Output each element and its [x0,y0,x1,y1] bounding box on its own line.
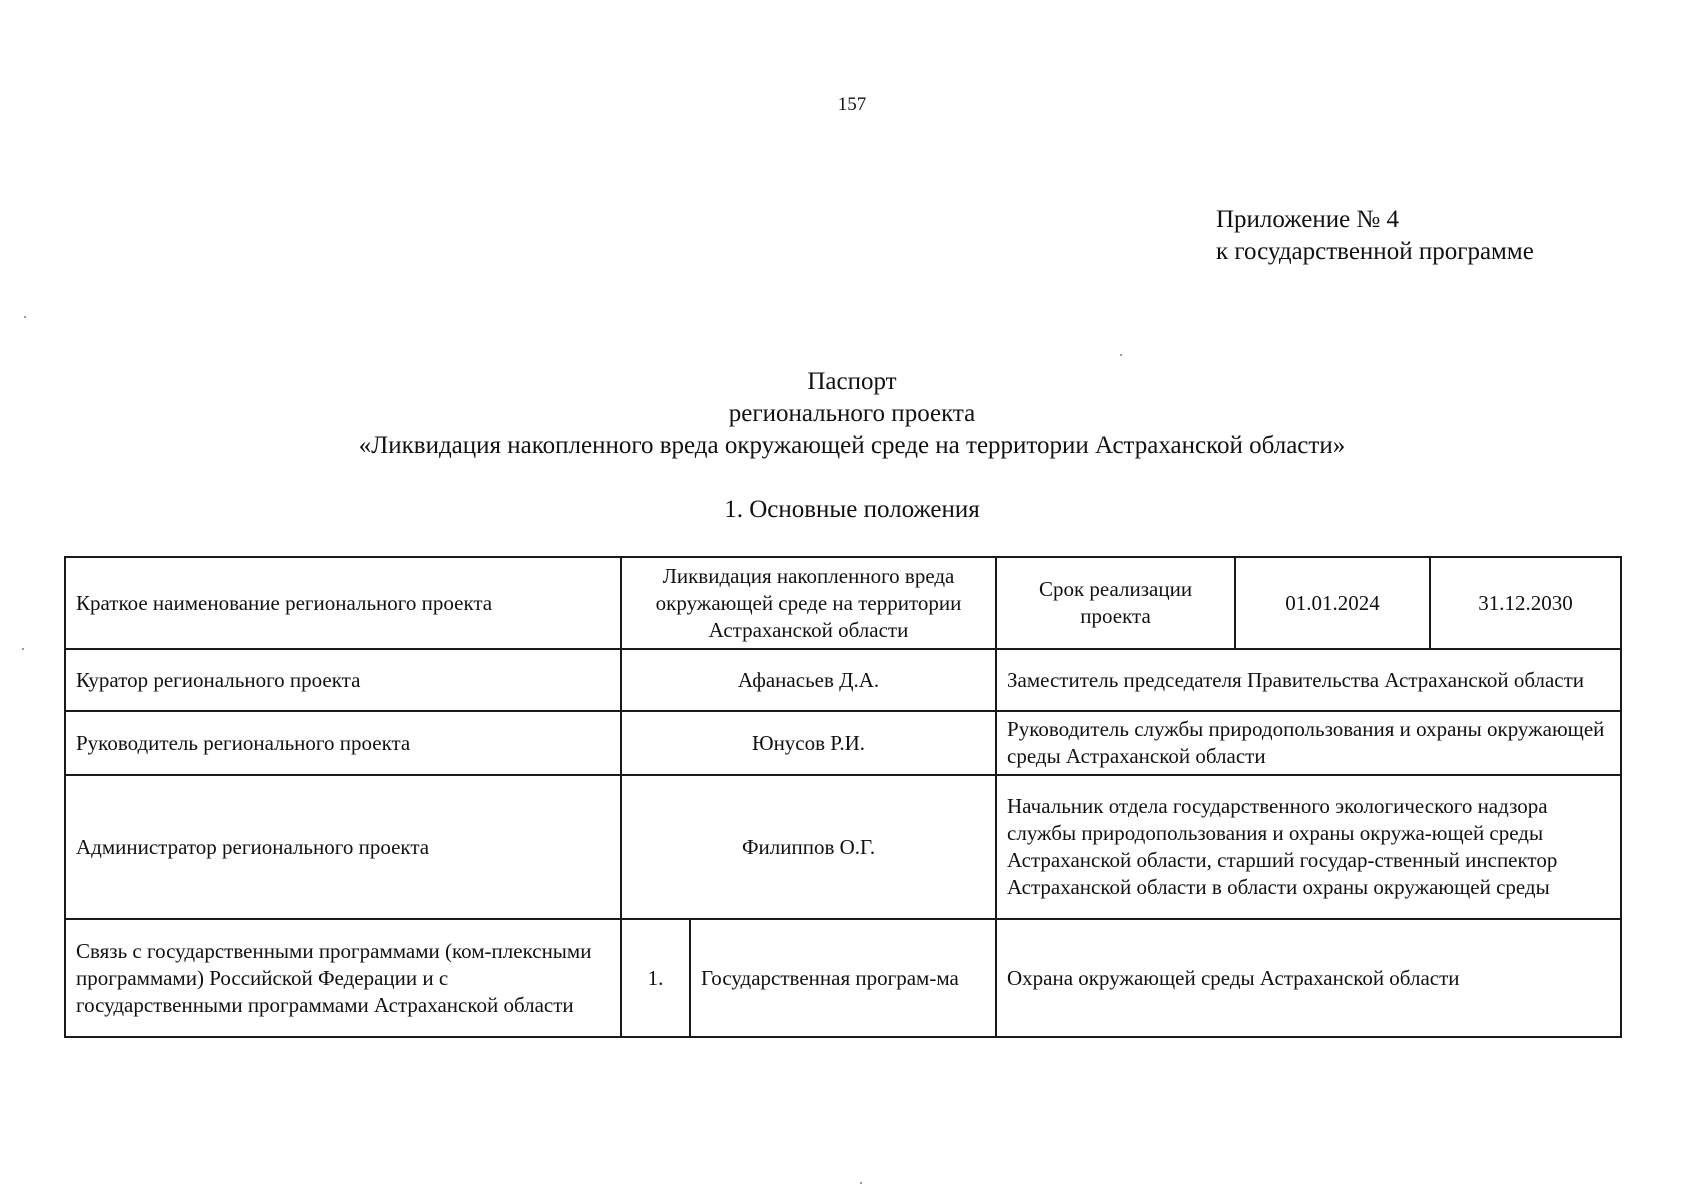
section-title: 1. Основные положения [724,496,980,523]
table-row [65,711,1621,775]
scan-speck [22,648,24,650]
administrator-name: Филиппов О.Г. [621,775,996,919]
document-title [0,366,1704,462]
scan-speck [1120,354,1122,356]
table-row [65,649,1621,711]
title-line-1: Паспорт [807,368,897,395]
table-row [65,775,1621,919]
program-type: Государственная програм-ма [690,919,996,1037]
appendix-note [1216,204,1534,268]
row-label-curator: Куратор регионального проекта [65,649,621,711]
page-number: 157 [837,94,867,115]
program-name: Охрана окружающей среды Астраханской области [996,919,1621,1037]
curator-name: Афанасьев Д.А. [621,649,996,711]
scan-speck [24,316,26,318]
row-label-program-link: Связь с государственными программами (ком-плексными программами) Российской Федерации и с государственными программами Астраханской области [65,919,621,1037]
table-row [65,919,1621,1037]
end-date: 31.12.2030 [1430,557,1621,649]
row-label-short-name: Краткое наименование регионального проекта [65,557,621,649]
passport-table [64,556,1622,1038]
appendix-line-1: Приложение № 4 [1216,206,1400,233]
curator-position: Заместитель председателя Правительства Астраханской области [996,649,1621,711]
appendix-line-2: к государственной программе [1216,238,1534,265]
program-number: 1. [621,919,690,1037]
administrator-position: Начальник отдела государственного экологического надзора службы природопользования и охраны окружа-ющей среды Астраханской области, старший государ-ственный инспектор Астраханской области в области охраны окружающей среды [996,775,1621,919]
project-short-name: Ликвидация накопленного вреда окружающей среде на территории Астраханской области [621,557,996,649]
row-label-administrator: Администратор регионального проекта [65,775,621,919]
start-date: 01.01.2024 [1235,557,1430,649]
scan-speck [860,1182,862,1184]
head-name: Юнусов Р.И. [621,711,996,775]
title-line-2: регионального проекта [728,400,976,427]
table-row [65,557,1621,649]
head-position: Руководитель службы природопользования и охраны окружающей среды Астраханской области [996,711,1621,775]
title-line-3: «Ликвидация накопленного вреда окружающей среде на территории Астраханской области» [358,432,1346,459]
row-label-head: Руководитель регионального проекта [65,711,621,775]
term-label: Срок реализации проекта [996,557,1235,649]
